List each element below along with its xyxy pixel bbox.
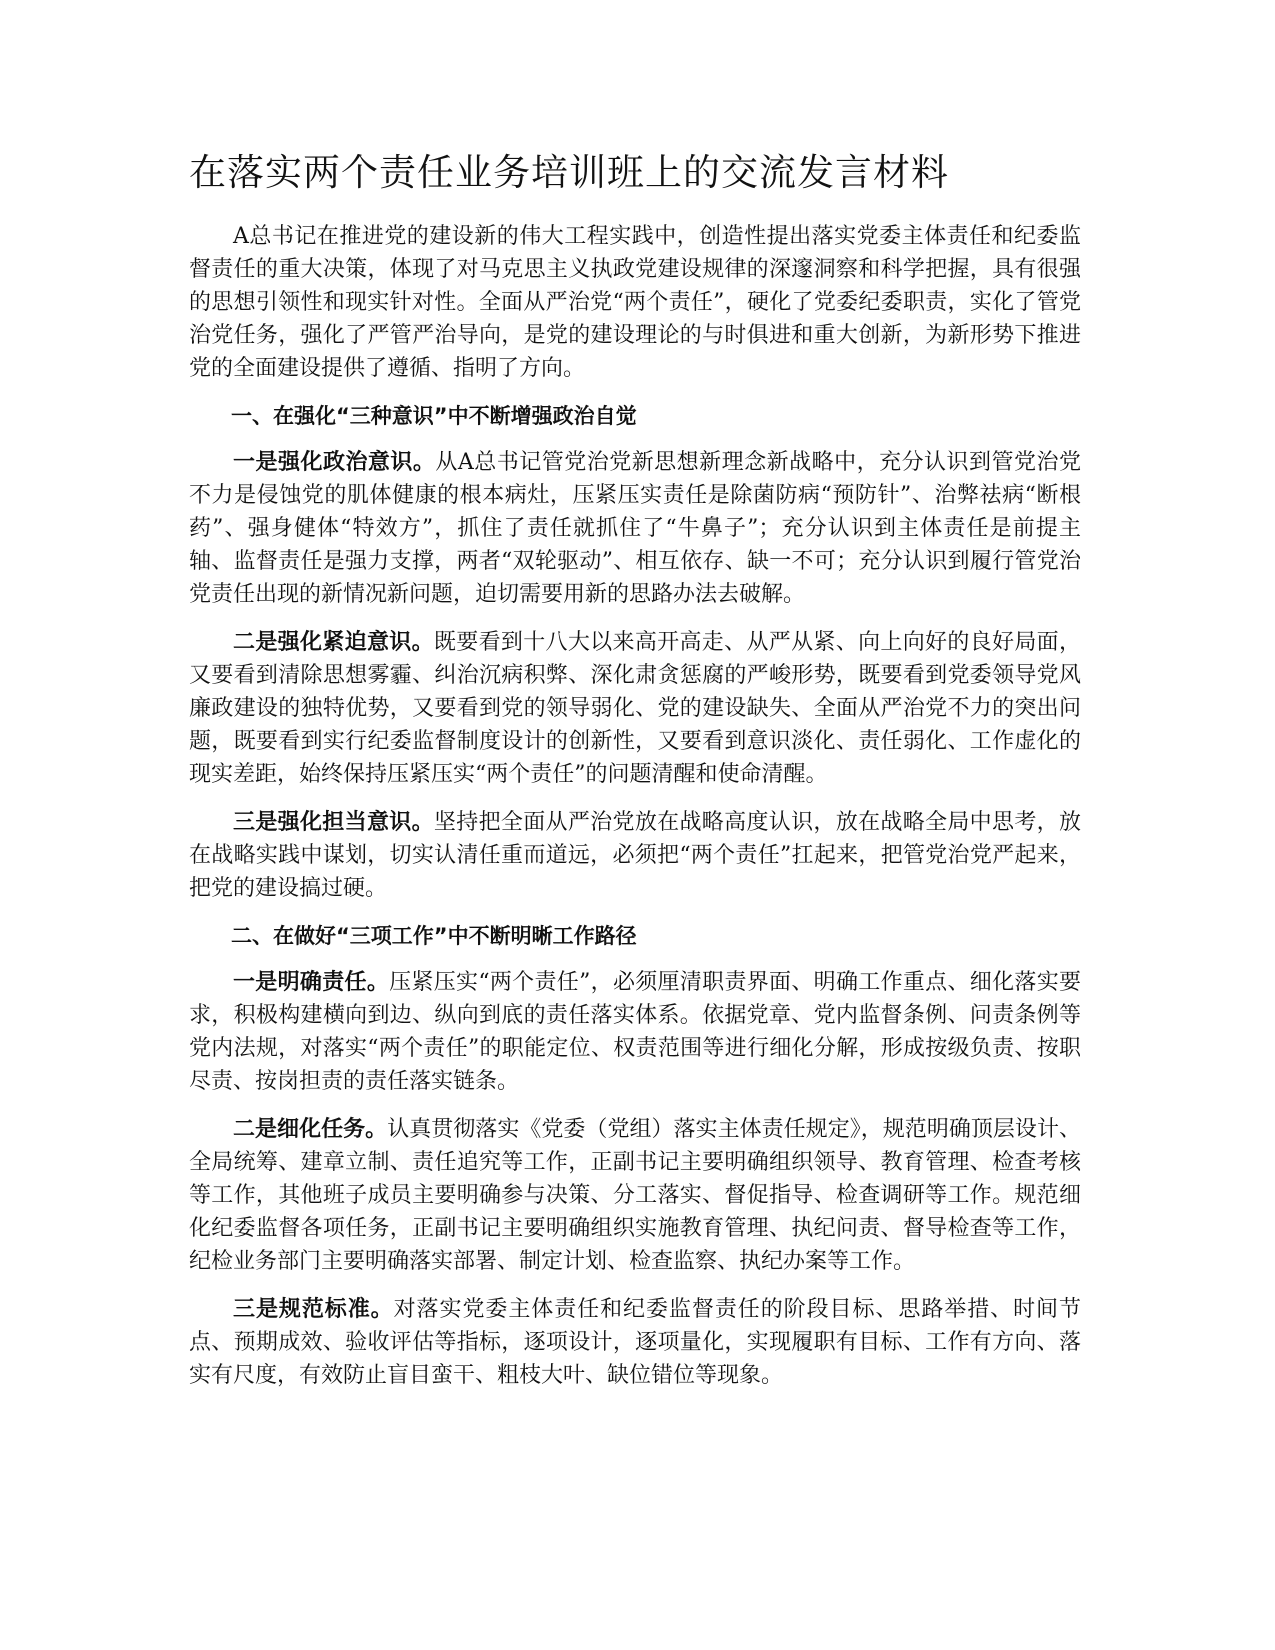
document-page [189,148,1081,1407]
paragraph-text: 压紧压实“两个责任”，必须厘清职责界面、明确工作重点、细化落实要求，积极构建横向到边、纵向到底的责任落实体系。依据党章、党内监督条例、问责条例等党内法规，对落实“两个责任”的职能定位、权责范围等进行细化分解，形成按级负责、按职尽责、按岗担责的责任落实链条。 [189,970,1081,1094]
paragraph-lead: 一是强化政治意识。 [233,450,436,475]
paragraph-lead: 三是规范标准。 [233,1297,394,1322]
paragraph-text: 认真贯彻落实《党委（党组）落实主体责任规定》，规范明确顶层设计、全局统筹、建章立制、责任追究等工作，正副书记主要明确组织领导、教育管理、检查考核等工作，其他班子成员主要明确参与决策、分工落实、督促指导、检查调研等工作。规范细化纪委监督各项任务，正副书记主要明确组织实施教育管理、执纪问责、督导检查等工作，纪检业务部门主要明确落实部署、制定计划、检查监察、执纪办案等工作。 [189,1117,1081,1274]
paragraph-lead: 二是细化任务。 [233,1117,388,1142]
paragraph-lead: 一是明确责任。 [233,970,390,995]
paragraph-refine-tasks [189,1113,1081,1278]
paragraph-text: 既要看到十八大以来高开高走、从严从紧、向上向好的良好局面，又要看到清除思想雾霾、纠治沉病积弊、深化肃贪惩腐的严峻形势，既要看到党委领导党风廉政建设的独特优势，又要看到党的领导弱化、党的建设缺失、全面从严治党不力的突出问题，既要看到实行纪委监督制度设计的创新性，又要看到意识淡化、责任弱化、工作虚化的现实差距，始终保持压紧压实“两个责任”的问题清醒和使命清醒。 [189,630,1081,787]
paragraph-standardize [189,1293,1081,1392]
paragraph-lead: 二是强化紧迫意识。 [233,630,434,655]
document-title: 在落实两个责任业务培训班上的交流发言材料 [189,151,949,194]
paragraph-urgency-awareness [189,626,1081,791]
paragraph-text: 坚持把全面从严治党放在战略高度认识，放在战略全局中思考，放在战略实践中谋划，切实认清任重而道远，必须把“两个责任”扛起来，把管党治党严起来，把党的建设搞过硬。 [189,810,1081,901]
paragraph-lead: 三是强化担当意识。 [233,810,434,835]
paragraph-text: 对落实党委主体责任和纪委监督责任的阶段目标、思路举措、时间节点、预期成效、验收评估等指标，逐项设计，逐项量化，实现履职有目标、工作有方向、落实有尺度，有效防止盲目蛮干、粗枝大叶、缺位错位等现象。 [189,1297,1081,1388]
intro-paragraph: A总书记在推进党的建设新的伟大工程实践中，创造性提出落实党委主体责任和纪委监督责任的重大决策，体现了对马克思主义执政党建设规律的深邃洞察和科学把握，具有很强的思想引领性和现实针对性。全面从严治党“两个责任”，硬化了党委纪委职责，实化了管党治党任务，强化了严管严治导向，是党的建设理论的与时俱进和重大创新，为新形势下推进党的全面建设提供了遵循、指明了方向。 [189,224,1081,381]
paragraph-text: 从A总书记管党治党新思想新理念新战略中，充分认识到管党治党不力是侵蚀党的肌体健康的根本病灶，压紧压实责任是除菌防病“预防针”、治弊祛病“断根药”、强身健体“特效方”，抓住了责任就抓住了“牛鼻子”；充分认识到主体责任是前提主轴、监督责任是强力支撑，两者“双轮驱动”、相互依存、缺一不可；充分认识到履行管党治党责任出现的新情况新问题，迫切需要用新的思路办法去破解。 [189,450,1081,607]
section-heading-2: 二、在做好“三项工作”中不断明晰工作路径 [231,924,637,948]
paragraph-responsibility-awareness [189,806,1081,905]
paragraph-political-awareness [189,446,1081,611]
paragraph-clarify-responsibility [189,966,1081,1098]
section-heading-1: 一、在强化“三种意识”中不断增强政治自觉 [231,404,637,428]
